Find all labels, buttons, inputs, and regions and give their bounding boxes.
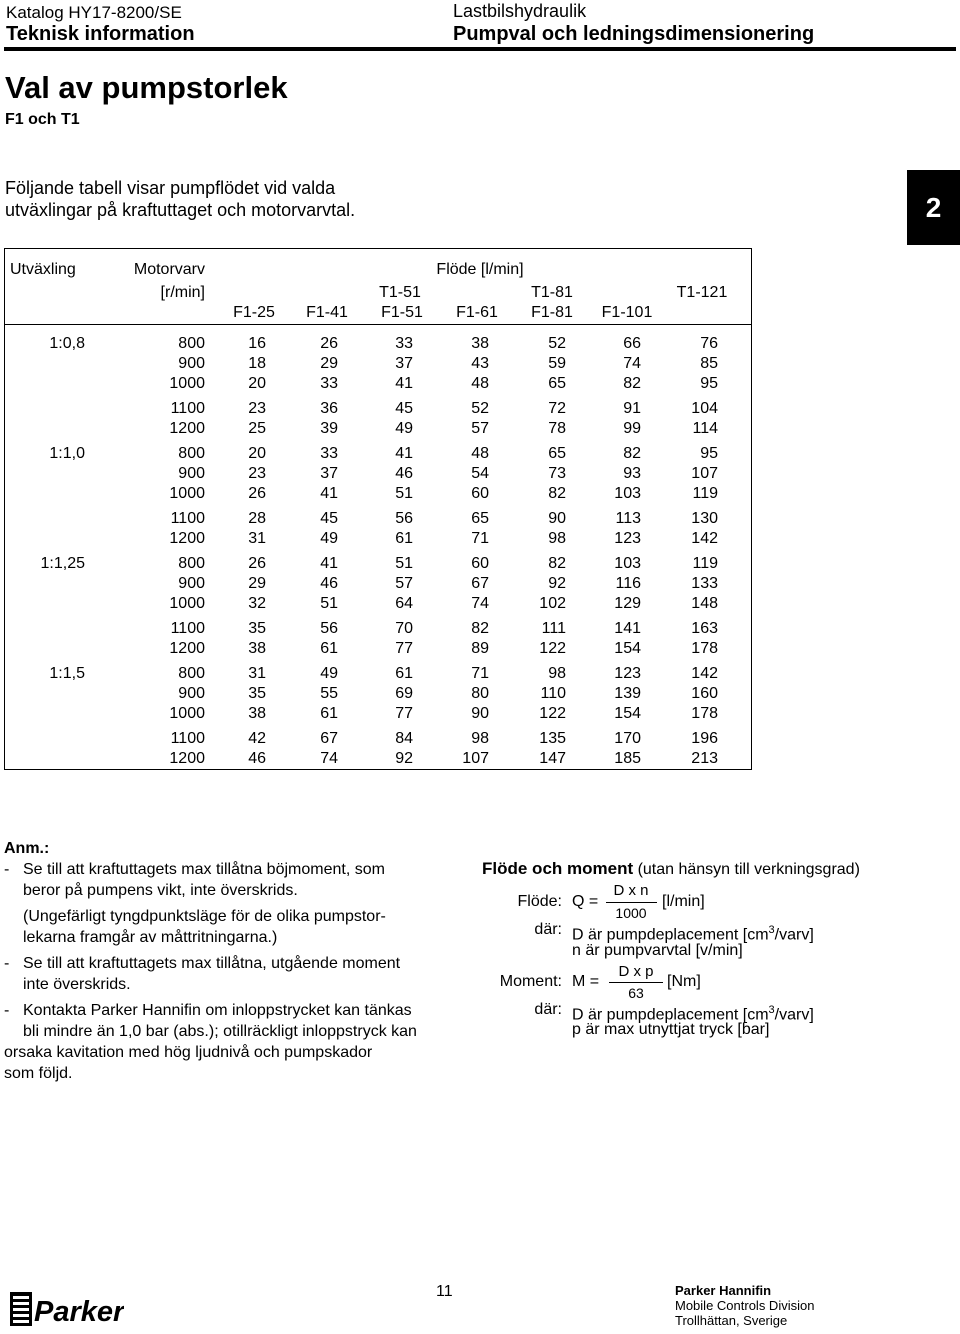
flow-cell: 51 (395, 485, 413, 502)
chapter-tab: 2 (907, 170, 960, 245)
speed-cell: 1200 (169, 639, 205, 657)
flow-cell: 61 (395, 529, 413, 547)
flow-cell: 51 (320, 595, 338, 612)
flow-cell: 76 (700, 335, 718, 352)
flow-cell: 61 (320, 705, 338, 722)
flow-cell: 35 (248, 685, 266, 702)
speed-cell: 1000 (169, 595, 205, 612)
header-motor-speed: Motorvarv (133, 261, 205, 278)
speed-cell: 800 (178, 445, 205, 462)
moment-lhs: M = (572, 973, 600, 990)
intro-line-1: Följande tabell visar pumpflödet vid valda (5, 178, 336, 198)
flow-cell: 122 (539, 705, 566, 722)
flow-cell: 51 (395, 555, 413, 572)
flow-cell: 129 (614, 595, 641, 612)
flow-cell: 56 (395, 509, 413, 527)
speed-cell: 900 (178, 685, 205, 702)
flow-cell: 64 (395, 595, 413, 612)
flow-numerator: D x n (613, 882, 649, 899)
flow-lhs: Q = (572, 893, 599, 910)
catalog-number: Katalog HY17-8200/SE (6, 3, 182, 22)
def-text: D är pumpdeplacement [cm (572, 1006, 769, 1024)
note-text: Se till att kraftuttagets max tillåtna böjmoment, som (23, 861, 385, 878)
flow-cell: 60 (471, 485, 489, 502)
flow-cell: 45 (320, 509, 338, 527)
flow-cell: 59 (548, 355, 566, 372)
moment-unit: [Nm] (667, 973, 701, 990)
header-f-model: F1-25 (233, 304, 275, 321)
flow-cell: 66 (623, 335, 641, 352)
flow-cell: 185 (614, 749, 641, 767)
flow-cell: 74 (471, 595, 489, 612)
moment-label: Moment: (499, 973, 562, 990)
table-header-rule (4, 324, 752, 325)
note-text: (Ungefärligt tyngdpunktsläge för de olika pumpstor- (23, 908, 386, 925)
speed-cell: 900 (178, 465, 205, 482)
flow-cell: 57 (395, 575, 413, 592)
flow-cell: 41 (320, 555, 338, 572)
flow-cell: 110 (540, 685, 566, 702)
flow-cell: 65 (471, 509, 489, 527)
page-number: 11 (436, 1283, 453, 1300)
moment-def-p: p är max utnyttjat tryck [bar] (572, 1021, 770, 1038)
flow-cell: 82 (548, 485, 566, 502)
speed-cell: 800 (178, 335, 205, 352)
note-item: - Se till att kraftuttagets max tillåtna böjmoment, som beror på pumpens vikt, inte överskrids. (Ungefärligt tyngdpunktsläge för de olika pumpstor- lekarna framgår av måttritningarna.) (4, 859, 454, 948)
note-text: Se till att kraftuttagets max tillåtna, utgående moment (23, 955, 401, 972)
flow-cell: 38 (248, 705, 266, 722)
company-info (675, 1283, 814, 1328)
flow-cell: 163 (691, 619, 718, 637)
flow-cell: 135 (539, 729, 566, 747)
flow-cell: 41 (320, 485, 338, 502)
header-rule (4, 47, 956, 51)
flow-cell: 43 (471, 355, 489, 372)
company-location: Trollhättan, Sverige (675, 1313, 788, 1328)
speed-cell: 1000 (169, 485, 205, 502)
flow-cell: 55 (320, 685, 338, 702)
note-text: inte överskrids. (23, 976, 131, 993)
flow-cell: 31 (248, 665, 266, 682)
flow-cell: 77 (395, 705, 413, 722)
header-f-model: F1-41 (306, 304, 348, 321)
company-division: Mobile Controls Division (675, 1298, 815, 1313)
flow-cell: 154 (614, 705, 641, 722)
parker-logo (10, 1292, 124, 1326)
superscript: 3 (768, 924, 775, 936)
flow-cell: 28 (248, 509, 266, 527)
speed-cell: 1000 (169, 705, 205, 722)
flow-cell: 178 (691, 705, 718, 722)
page-title: Val av pumpstorlek (5, 70, 288, 105)
flow-cell: 36 (320, 399, 338, 417)
flow-cell: 20 (248, 375, 266, 392)
header-flow: Flöde [l/min] (436, 261, 524, 278)
header-f-model: F1-61 (456, 304, 498, 321)
header-motor-speed-unit: [r/min] (160, 284, 205, 301)
flow-cell: 26 (248, 485, 266, 502)
flow-cell: 67 (471, 575, 489, 592)
flow-cell: 49 (320, 665, 338, 682)
flow-cell: 148 (691, 595, 718, 612)
flow-cell: 82 (471, 619, 489, 637)
flow-cell: 89 (471, 639, 489, 657)
flow-cell: 93 (623, 465, 641, 482)
speed-cell: 1200 (169, 529, 205, 547)
flow-cell: 60 (471, 555, 489, 572)
header-category: Lastbilshydraulik (453, 1, 587, 21)
flow-cell: 111 (541, 619, 566, 637)
flow-cell: 71 (471, 665, 489, 682)
flow-cell: 78 (548, 419, 566, 437)
flow-cell: 67 (320, 729, 338, 747)
flow-cell: 74 (320, 749, 338, 767)
flow-cell: 72 (548, 399, 566, 417)
header-ratio: Utväxling (10, 261, 76, 278)
moment-denominator: 63 (628, 985, 644, 1001)
flow-cell: 130 (691, 509, 718, 527)
flow-cell: 113 (615, 509, 641, 527)
header-t-model: T1-81 (531, 284, 573, 301)
flow-cell: 99 (623, 419, 641, 437)
flow-cell: 41 (395, 445, 413, 462)
flow-cell: 74 (623, 355, 641, 372)
flow-cell: 65 (548, 445, 566, 462)
flow-cell: 56 (320, 619, 338, 637)
header-topic: Pumpval och ledningsdimensionering (453, 23, 815, 45)
flow-cell: 23 (248, 465, 266, 482)
flow-cell: 29 (248, 575, 266, 592)
flow-cell: 196 (691, 729, 718, 747)
flow-cell: 92 (395, 749, 413, 767)
flow-cell: 80 (471, 685, 489, 702)
speed-cell: 800 (178, 665, 205, 682)
flow-cell: 70 (395, 619, 413, 637)
where-label-2: där: (534, 1001, 562, 1018)
flow-cell: 32 (248, 595, 266, 612)
flow-cell: 213 (691, 749, 718, 767)
note-text: Kontakta Parker Hannifin om inloppstrycket kan tänkas (23, 1002, 412, 1019)
def-text: D är pumpdeplacement [cm (572, 926, 769, 944)
flow-cell: 107 (691, 465, 718, 482)
flow-cell: 52 (548, 335, 566, 352)
intro-line-2: utväxlingar på kraftuttaget och motorvarvtal. (5, 200, 356, 220)
flow-cell: 170 (614, 729, 641, 747)
flow-cell: 18 (248, 355, 266, 372)
flow-cell: 54 (471, 465, 489, 482)
flow-cell: 142 (691, 529, 718, 547)
flow-cell: 41 (395, 375, 413, 392)
flow-cell: 20 (248, 445, 266, 462)
flow-cell: 46 (320, 575, 338, 592)
speed-cell: 1000 (169, 375, 205, 392)
flow-cell: 23 (248, 399, 266, 417)
flow-cell: 147 (539, 749, 566, 767)
flow-cell: 16 (248, 335, 266, 352)
header-f-model: F1-51 (381, 304, 423, 321)
where-label-1: där: (534, 921, 562, 938)
flow-cell: 98 (548, 529, 566, 547)
flow-cell: 46 (395, 465, 413, 482)
company-name: Parker Hannifin (675, 1283, 772, 1298)
flow-cell: 114 (692, 419, 718, 437)
speed-cell: 1200 (169, 749, 205, 767)
page-subtitle: F1 och T1 (5, 111, 80, 128)
header-t-model: T1-121 (676, 284, 728, 301)
speed-cell: 1100 (170, 619, 205, 637)
header-f-model: F1-101 (601, 304, 653, 321)
flow-cell: 95 (700, 445, 718, 462)
flow-cell: 29 (320, 355, 338, 372)
flow-cell: 85 (700, 355, 718, 372)
speed-cell: 1100 (170, 399, 205, 417)
flow-label: Flöde: (517, 893, 562, 910)
flow-cell: 61 (320, 639, 338, 657)
flow-cell: 33 (320, 375, 338, 392)
flow-cell: 46 (248, 749, 266, 767)
flow-cell: 71 (471, 529, 489, 547)
flow-cell: 48 (471, 445, 489, 462)
section-title: Teknisk information (6, 23, 195, 45)
flow-cell: 95 (700, 375, 718, 392)
intro-text (5, 177, 355, 221)
speed-cell: 900 (178, 355, 205, 372)
flow-cell: 82 (623, 445, 641, 462)
def-text: /varv] (774, 926, 814, 944)
flow-denominator: 1000 (615, 905, 647, 921)
note-text: lekarna framgår av måttritningarna.) (23, 929, 278, 946)
flow-cell: 42 (248, 729, 266, 747)
note-text: bli mindre än 1,0 bar (abs.); otillräckligt inloppstryck kan (23, 1023, 417, 1040)
flow-cell: 82 (623, 375, 641, 392)
flow-cell: 142 (691, 665, 718, 682)
ratio-label: 1:1,0 (49, 445, 85, 462)
speed-cell: 900 (178, 575, 205, 592)
formula-title-bold: Flöde och moment (482, 859, 634, 878)
flow-cell: 104 (691, 399, 718, 417)
superscript: 3 (768, 1004, 775, 1016)
flow-cell: 103 (614, 485, 641, 502)
flow-cell: 160 (691, 685, 718, 702)
flow-cell: 49 (395, 419, 413, 437)
parker-logo-graphic (10, 1292, 124, 1326)
moment-numerator: D x p (618, 963, 654, 980)
notes-section (4, 838, 454, 1084)
speed-cell: 1100 (170, 509, 205, 527)
notes-title: Anm.: (4, 840, 50, 857)
note-item: - Kontakta Parker Hannifin om inloppstrycket kan tänkas bli mindre än 1,0 bar (abs.); otillräckligt inloppstryck kan orsaka kavitation med hög ljudnivå och pumpskador som följd. (4, 1000, 454, 1084)
flow-cell: 103 (614, 555, 641, 572)
flow-cell: 119 (692, 485, 718, 502)
flow-cell: 139 (614, 685, 641, 702)
flow-cell: 33 (395, 335, 413, 352)
flow-cell: 25 (248, 419, 266, 437)
note-text: beror på pumpens vikt, inte överskrids. (23, 882, 298, 899)
note-text: som följd. (4, 1065, 73, 1082)
flow-cell: 26 (320, 335, 338, 352)
flow-cell: 52 (471, 399, 489, 417)
formula-title-rest: (utan hänsyn till verkningsgrad) (633, 861, 860, 878)
flow-cell: 123 (614, 529, 641, 547)
flow-cell: 141 (614, 619, 641, 637)
formula-title (482, 859, 860, 880)
flow-cell: 90 (471, 705, 489, 722)
parker-logo-text: Parker (34, 1296, 124, 1326)
speed-cell: 1100 (170, 729, 205, 747)
flow-cell: 178 (691, 639, 718, 657)
flow-cell: 91 (623, 399, 641, 417)
flow-cell: 98 (471, 729, 489, 747)
flow-cell: 107 (462, 749, 489, 767)
flow-cell: 82 (548, 555, 566, 572)
flow-cell: 69 (395, 685, 413, 702)
flow-cell: 45 (395, 399, 413, 417)
flow-cell: 92 (548, 575, 566, 592)
speed-cell: 1200 (169, 419, 205, 437)
ratio-label: 1:1,25 (40, 555, 85, 572)
flow-cell: 116 (615, 575, 641, 592)
header-f-model: F1-81 (531, 304, 573, 321)
header-t-model: T1-51 (379, 284, 421, 301)
flow-cell: 90 (548, 509, 566, 527)
flow-unit: [l/min] (662, 893, 705, 910)
flow-cell: 48 (471, 375, 489, 392)
flow-cell: 38 (471, 335, 489, 352)
flow-cell: 37 (395, 355, 413, 372)
flow-cell: 26 (248, 555, 266, 572)
flow-cell: 122 (539, 639, 566, 657)
flow-cell: 123 (614, 665, 641, 682)
flow-cell: 98 (548, 665, 566, 682)
note-text: orsaka kavitation med hög ljudnivå och pumpskador (4, 1044, 373, 1061)
def-text: /varv] (774, 1006, 814, 1024)
flow-cell: 37 (320, 465, 338, 482)
flow-cell: 57 (471, 419, 489, 437)
ratio-label: 1:0,8 (49, 335, 85, 352)
ratio-label: 1:1,5 (49, 665, 85, 682)
flow-cell: 73 (548, 465, 566, 482)
flow-cell: 33 (320, 445, 338, 462)
flow-cell: 49 (320, 529, 338, 547)
speed-cell: 800 (178, 555, 205, 572)
flow-cell: 35 (248, 619, 266, 637)
flow-cell: 31 (248, 529, 266, 547)
flow-cell: 133 (691, 575, 718, 592)
flow-cell: 77 (395, 639, 413, 657)
flow-cell: 61 (395, 665, 413, 682)
flow-cell: 39 (320, 419, 338, 437)
flow-cell: 119 (692, 555, 718, 572)
flow-cell: 84 (395, 729, 413, 747)
flow-cell: 102 (539, 595, 566, 612)
flow-cell: 154 (614, 639, 641, 657)
flow-def-n: n är pumpvarvtal [v/min] (572, 942, 743, 959)
flow-cell: 38 (248, 639, 266, 657)
flow-cell: 65 (548, 375, 566, 392)
note-item: - Se till att kraftuttagets max tillåtna, utgående moment inte överskrids. (4, 953, 454, 995)
